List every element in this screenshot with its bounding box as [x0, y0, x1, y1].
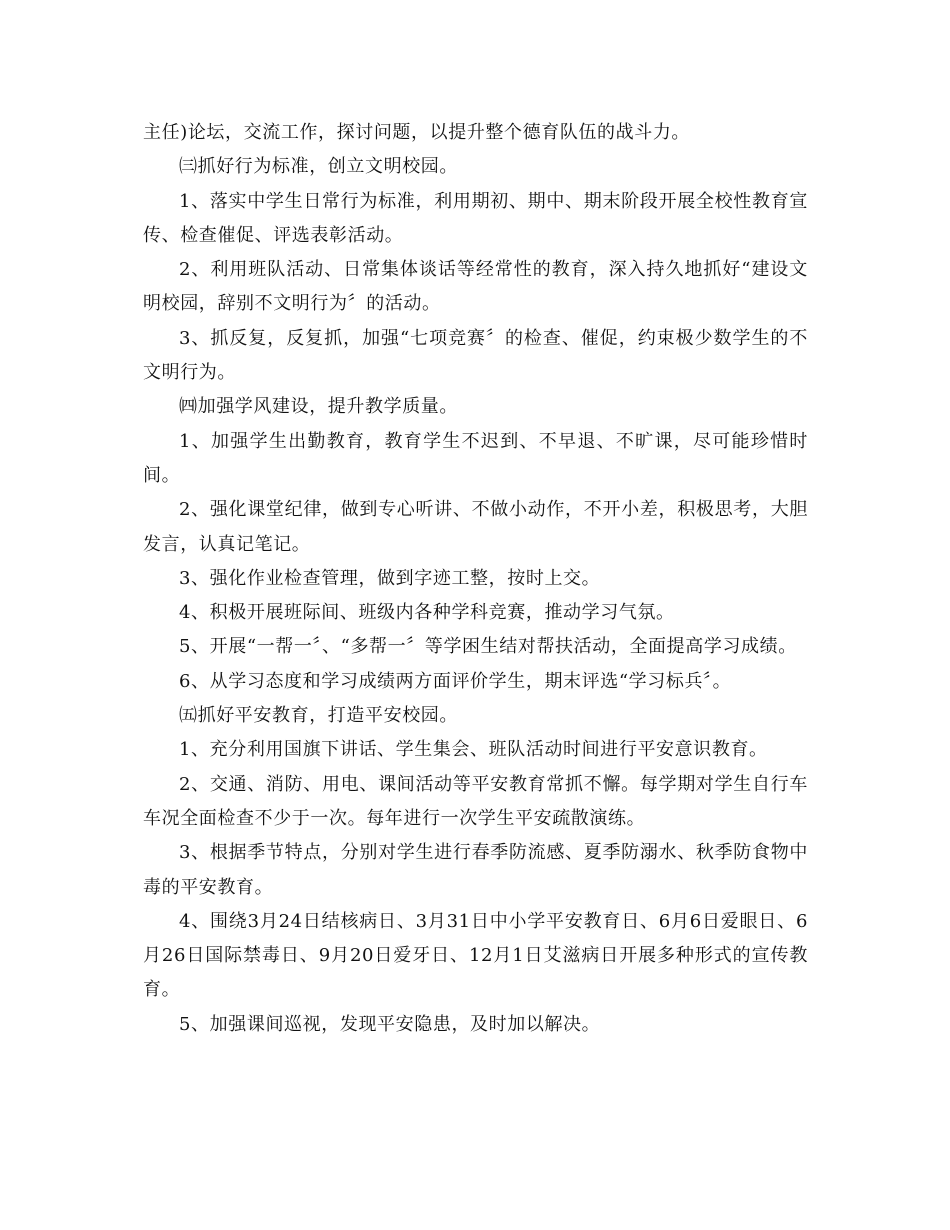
document-body: [143, 116, 808, 1042]
paragraph: 1、落实中学生日常行为标准，利用期初、期中、期末阶段开展全校性教育宣传、检查催促、评选表彰活动。: [143, 190, 808, 246]
paragraph: 3、抓反复，反复抓，加强“七项竞赛〞的检查、催促，约束极少数学生的不文明行为。: [143, 327, 808, 384]
section-heading-4: ㈣加强学风建设，提升教学质量。: [179, 396, 458, 418]
section-heading-5: ㈤抓好平安教育，打造平安校园。: [179, 705, 458, 727]
paragraph: 1、充分利用国旗下讲话、学生集会、班队活动时间进行平安意识教育。: [179, 739, 768, 761]
section-heading-3: ㈢抓好行为标准，创立文明校园。: [179, 156, 458, 178]
paragraph: 2、强化课堂纪律，做到专心听讲、不做小动作，不开小差，积极思考，大胆发言，认真记笔记。: [143, 499, 808, 555]
paragraph: 1、加强学生出勤教育，教育学生不迟到、不早退、不旷课，尽可能珍惜时间。: [143, 430, 808, 486]
paragraph: 5、加强课间巡视，发现平安隐患，及时加以解决。: [179, 1013, 601, 1035]
paragraph: 3、根据季节特点，分别对学生进行春季防流感、夏季防溺水、秋季防食物中毒的平安教育。: [143, 842, 808, 898]
paragraph: 2、交通、消防、用电、课间活动等平安教育常抓不懈。每学期对学生自行车车况全面检查不少于一次。每年进行一次学生平安疏散演练。: [143, 773, 808, 829]
paragraph-continuation: 主任)论坛，交流工作，探讨问题，以提升整个德育队伍的战斗力。: [143, 122, 691, 143]
paragraph: 3、强化作业检查管理，做到字迹工整，按时上交。: [179, 567, 601, 589]
paragraph: 2、利用班队活动、日常集体谈话等经常性的教育，深入持久地抓好“建设文明校园，辞别不文明行为〞的活动。: [143, 259, 808, 315]
paragraph: 6、从学习态度和学习成绩两方面评价学生，期末评选“学习标兵〞。: [179, 670, 732, 692]
paragraph: 4、积极开展班际间、班级内各种学科竞赛，推动学习气氛。: [179, 602, 675, 624]
paragraph: 4、围绕3月24日结核病日、3月31日中小学平安教育日、6月6日爱眼日、6月26日国际禁毒日、9月20日爱牙日、12月1日艾滋病日开展多种形式的宣传教育。: [143, 910, 808, 1001]
paragraph: 5、开展“一帮一〞、“多帮一〞等学困生结对帮扶活动，全面提高学习成绩。: [179, 636, 797, 658]
